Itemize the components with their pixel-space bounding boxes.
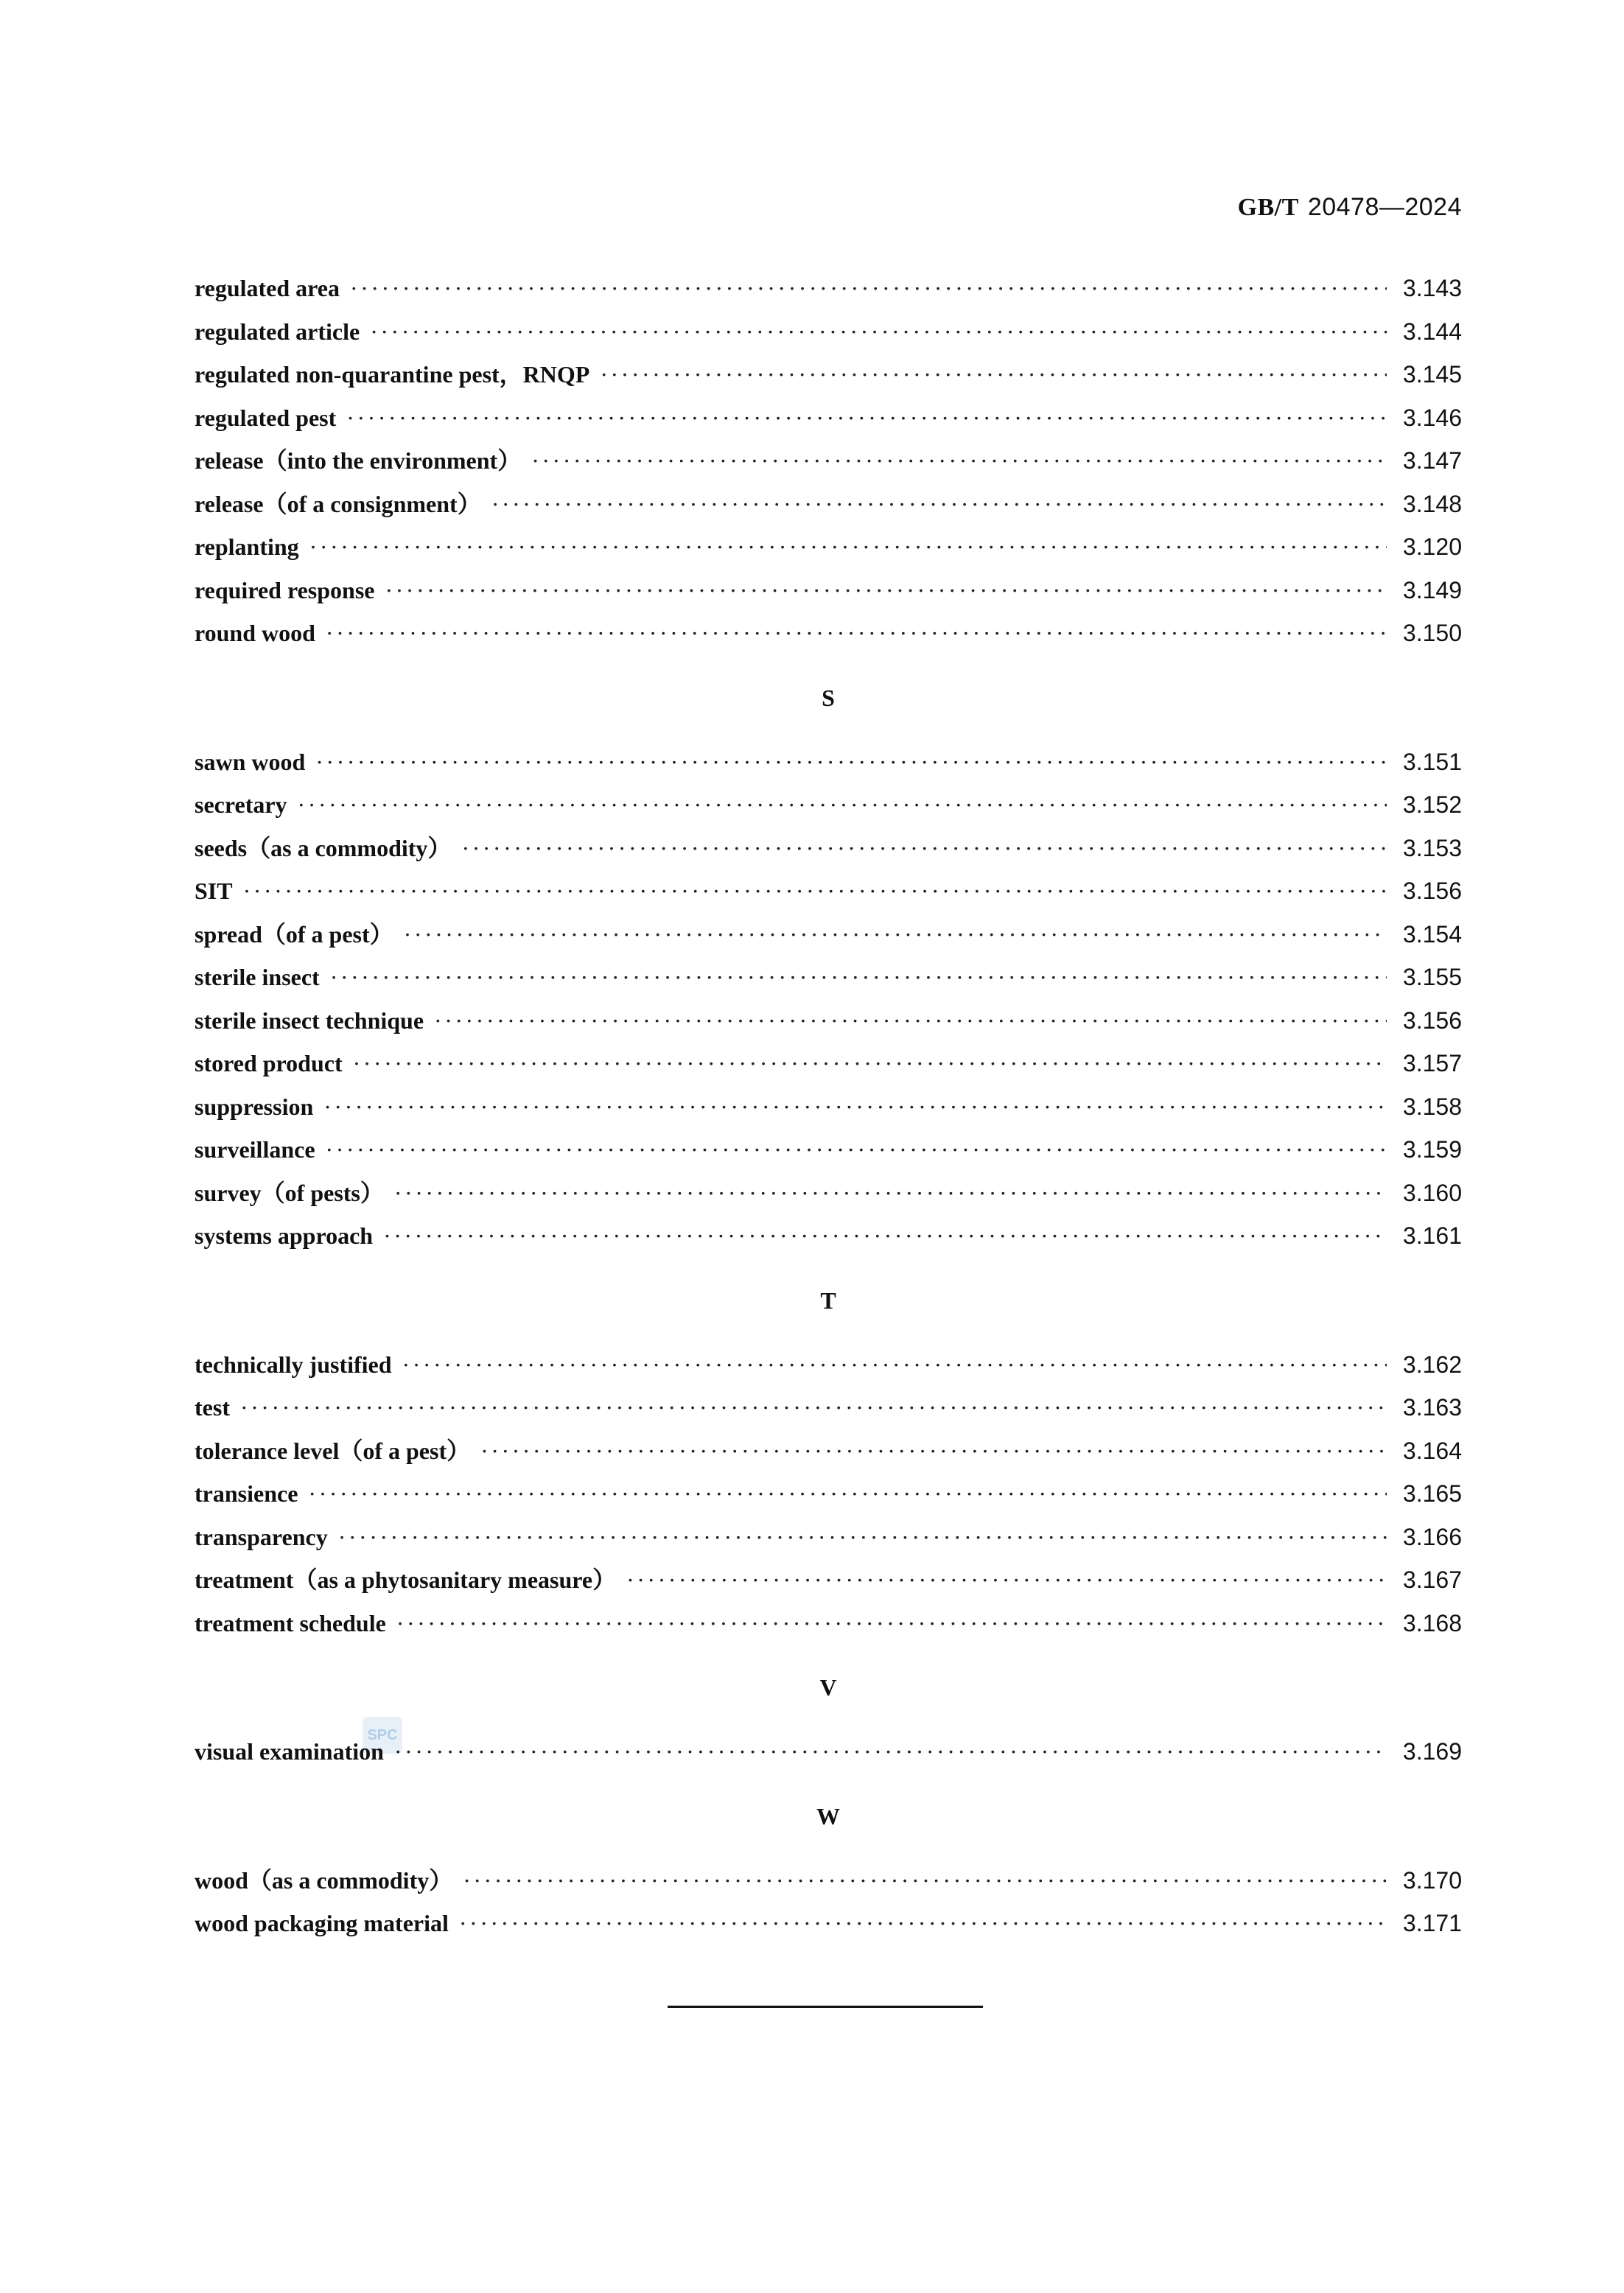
clause-reference: 3.164 — [1402, 1437, 1462, 1464]
index-term: treatment（as a phytosanitary measure） — [195, 1566, 617, 1593]
clause-reference: 3.160 — [1402, 1179, 1462, 1206]
index-entry — [195, 525, 1462, 569]
clause-reference: 3.158 — [1402, 1093, 1462, 1120]
index-term: survey（of pests） — [195, 1179, 384, 1206]
index-entry — [195, 1214, 1462, 1258]
index-entry — [195, 1172, 1462, 1215]
index-term: suppression — [195, 1093, 314, 1120]
index-entry — [195, 1429, 1462, 1473]
index-entry — [195, 913, 1462, 956]
standard-code: GB/T — [1237, 194, 1299, 221]
index-entry — [195, 827, 1462, 870]
clause-reference: 3.156 — [1402, 878, 1462, 904]
dot-leader — [370, 310, 1387, 354]
index-term: seeds（as a commodity） — [195, 834, 452, 861]
index-term: transparency — [195, 1523, 328, 1550]
index-term: visual examination — [195, 1738, 384, 1765]
dot-leader — [338, 1516, 1387, 1559]
index-entry — [195, 569, 1462, 612]
index-entry — [195, 396, 1462, 440]
dot-leader — [298, 783, 1387, 827]
clause-reference: 3.161 — [1402, 1222, 1462, 1249]
index-term: required response — [195, 576, 375, 603]
index-term: round wood — [195, 620, 315, 646]
index-entry — [195, 1730, 1462, 1774]
index-term: wood（as a commodity） — [195, 1866, 453, 1894]
index-term: replanting — [195, 533, 299, 560]
clause-reference: 3.150 — [1402, 620, 1462, 646]
index-term: regulated pest — [195, 404, 337, 431]
index-term: sawn wood — [195, 748, 306, 775]
clause-reference: 3.165 — [1402, 1480, 1462, 1507]
section-letter-heading: S — [822, 684, 835, 711]
dot-leader — [463, 1859, 1387, 1902]
index-entry — [195, 267, 1462, 310]
index-entry — [195, 1859, 1462, 1902]
index-entry — [195, 783, 1462, 827]
clause-reference: 3.159 — [1402, 1136, 1462, 1163]
index-entry — [195, 612, 1462, 655]
dot-leader — [404, 913, 1387, 956]
index-term: tolerance level（of a pest） — [195, 1437, 471, 1464]
index-term: transience — [195, 1480, 298, 1507]
dot-leader — [323, 1085, 1387, 1129]
index-term: wood packaging material — [195, 1910, 449, 1936]
index-entry — [195, 1085, 1462, 1129]
dot-leader — [394, 1730, 1387, 1774]
index-term: sterile insect technique — [195, 1007, 424, 1034]
clause-reference: 3.162 — [1402, 1351, 1462, 1378]
index-term: release（into the environment） — [195, 447, 522, 474]
clause-reference: 3.154 — [1402, 920, 1462, 948]
clause-reference: 3.153 — [1402, 834, 1462, 861]
section-letter-heading: T — [820, 1286, 836, 1314]
index-entry — [195, 1343, 1462, 1387]
dot-leader — [385, 569, 1387, 612]
clause-reference: 3.146 — [1402, 404, 1462, 431]
term-index — [195, 267, 1462, 1945]
clause-reference: 3.152 — [1402, 791, 1462, 818]
index-term: secretary — [195, 791, 287, 818]
index-term: sterile insect — [195, 964, 320, 990]
clause-reference: 3.157 — [1402, 1050, 1462, 1077]
index-entry — [195, 1558, 1462, 1602]
dot-leader — [402, 1343, 1387, 1387]
watermark-logo: SPC — [363, 1717, 402, 1754]
index-entry — [195, 741, 1462, 784]
dot-leader — [491, 483, 1387, 526]
index-entry — [195, 1042, 1462, 1085]
index-entry — [195, 310, 1462, 354]
dot-leader — [461, 827, 1387, 870]
index-entry — [195, 483, 1462, 526]
index-term: surveillance — [195, 1136, 315, 1163]
dot-leader — [434, 999, 1387, 1043]
index-entry — [195, 869, 1462, 913]
index-term: technically justified — [195, 1351, 392, 1378]
clause-reference: 3.156 — [1402, 1007, 1462, 1034]
dot-leader — [531, 439, 1387, 483]
dot-leader — [394, 1172, 1387, 1215]
index-term: release（of a consignment） — [195, 490, 481, 517]
index-term: stored product — [195, 1050, 343, 1077]
clause-reference: 3.155 — [1402, 964, 1462, 990]
dot-leader — [243, 869, 1387, 913]
clause-reference: 3.171 — [1402, 1910, 1462, 1936]
index-entry — [195, 1516, 1462, 1559]
index-term: treatment schedule — [195, 1609, 386, 1636]
section-letter-heading: V — [819, 1674, 837, 1701]
index-entry — [195, 1602, 1462, 1645]
clause-reference: 3.168 — [1402, 1609, 1462, 1636]
clause-reference: 3.167 — [1402, 1566, 1462, 1593]
dot-leader — [626, 1558, 1387, 1602]
index-term: systems approach — [195, 1222, 374, 1249]
dot-leader — [326, 1128, 1387, 1172]
page-header — [1238, 193, 1462, 222]
index-entry — [195, 439, 1462, 483]
dot-leader — [346, 396, 1387, 440]
dot-leader — [353, 1042, 1387, 1085]
index-term: test — [195, 1394, 230, 1421]
index-term: spread（of a pest） — [195, 920, 393, 948]
index-term: regulated non-quarantine pest，RNQP — [195, 361, 590, 388]
clause-reference: 3.166 — [1402, 1523, 1462, 1550]
index-entry — [195, 1386, 1462, 1429]
dot-leader — [480, 1429, 1387, 1473]
index-entry — [195, 956, 1462, 999]
end-of-document-rule — [668, 2006, 983, 2008]
index-entry — [195, 999, 1462, 1043]
dot-leader — [308, 1472, 1387, 1516]
clause-reference: 3.170 — [1402, 1866, 1462, 1894]
index-entry — [195, 1128, 1462, 1172]
dot-leader — [383, 1214, 1387, 1258]
section-letter-heading: W — [816, 1802, 840, 1830]
index-entry — [195, 353, 1462, 396]
dot-leader — [330, 956, 1387, 999]
dot-leader — [350, 267, 1387, 310]
dot-leader — [309, 525, 1387, 569]
clause-reference: 3.163 — [1402, 1394, 1462, 1421]
standard-number: 20478—2024 — [1307, 193, 1462, 221]
clause-reference: 3.149 — [1402, 576, 1462, 603]
clause-reference: 3.151 — [1402, 748, 1462, 775]
dot-leader — [315, 741, 1387, 784]
dot-leader — [326, 612, 1387, 655]
clause-reference: 3.148 — [1402, 490, 1462, 517]
clause-reference: 3.145 — [1402, 361, 1462, 388]
index-term: SIT — [195, 878, 233, 904]
index-term: regulated area — [195, 275, 340, 301]
index-term: regulated article — [195, 318, 360, 345]
clause-reference: 3.147 — [1402, 447, 1462, 474]
index-entry — [195, 1902, 1462, 1945]
clause-reference: 3.120 — [1402, 533, 1462, 560]
dot-leader — [240, 1386, 1387, 1429]
dot-leader — [600, 353, 1387, 396]
dot-leader — [459, 1902, 1387, 1945]
index-entry — [195, 1472, 1462, 1516]
clause-reference: 3.169 — [1402, 1738, 1462, 1765]
clause-reference: 3.143 — [1402, 275, 1462, 301]
clause-reference: 3.144 — [1402, 318, 1462, 345]
dot-leader — [396, 1602, 1387, 1645]
